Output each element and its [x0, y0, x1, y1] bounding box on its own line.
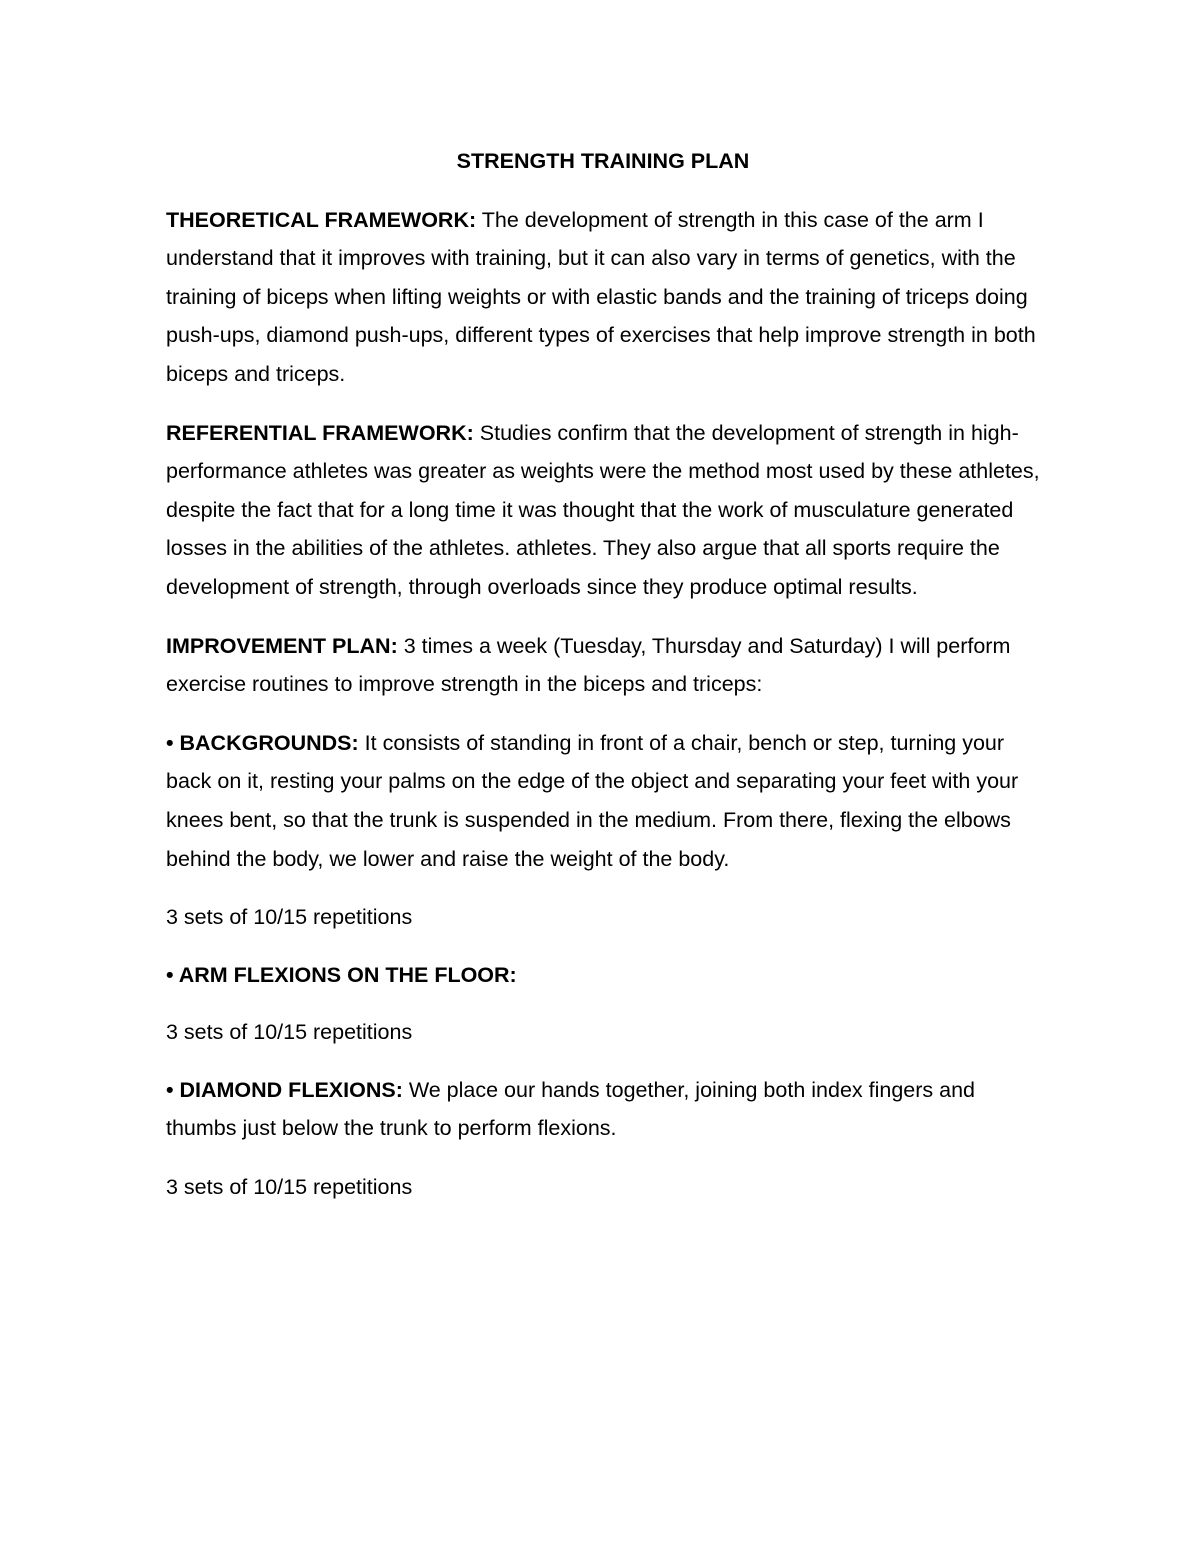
document-title: STRENGTH TRAINING PLAN — [456, 149, 750, 173]
exercise-arm-flexions — [166, 956, 1046, 995]
exercise-sets: 3 sets of 10/15 repetitions — [166, 1020, 413, 1045]
exercise-sets: 3 sets of 10/15 repetitions — [166, 905, 413, 930]
section-theoretical-framework — [166, 201, 1046, 394]
document-body — [166, 142, 1046, 1226]
section-text: Studies confirm that the development of strength in high-performance athletes was greater as weights were the method most used by these athletes, despite the fact that for a long time it was thought that the work of musculature generated losses in the abilities of the athletes. athletes. They also argue that all sports require the development of strength, through overloads since they produce optimal results. — [166, 420, 1040, 599]
exercise-label: • DIAMOND FLEXIONS: — [166, 1077, 403, 1102]
section-label: IMPROVEMENT PLAN: — [166, 633, 398, 658]
section-label: REFERENTIAL FRAMEWORK: — [166, 420, 474, 445]
exercise-diamond-flexions — [166, 1071, 1046, 1148]
section-text: 3 times a week (Tuesday, Thursday and Saturday) I will perform exercise routines to improve strength in the biceps and triceps: — [166, 633, 1011, 697]
section-label: THEORETICAL FRAMEWORK: — [166, 207, 477, 232]
exercise-sets: 3 sets of 10/15 repetitions — [166, 1175, 413, 1200]
exercise-backgrounds — [166, 724, 1046, 878]
exercise-description: We place our hands together, joining both index fingers and thumbs just below the trunk to perform flexions. — [166, 1077, 976, 1141]
exercise-description: It consists of standing in front of a chair, bench or step, turning your back on it, resting your palms on the edge of the object and separating your feet with your knees bent, so that the trunk is suspended in the medium. From there, flexing the elbows behind the body, we lower and raise the weight of the body. — [166, 730, 1019, 871]
section-text: The development of strength in this case of the arm I understand that it improves with training, but it can also vary in terms of genetics, with the training of biceps when lifting weights or with elastic bands and the training of triceps doing push-ups, diamond push-ups, different types of exercises that help improve strength in both biceps and triceps. — [166, 207, 1036, 386]
section-improvement-plan — [166, 627, 1046, 704]
exercise-label: • BACKGROUNDS: — [166, 730, 359, 755]
exercise-label: • ARM FLEXIONS ON THE FLOOR: — [166, 962, 517, 987]
section-referential-framework — [166, 414, 1046, 607]
